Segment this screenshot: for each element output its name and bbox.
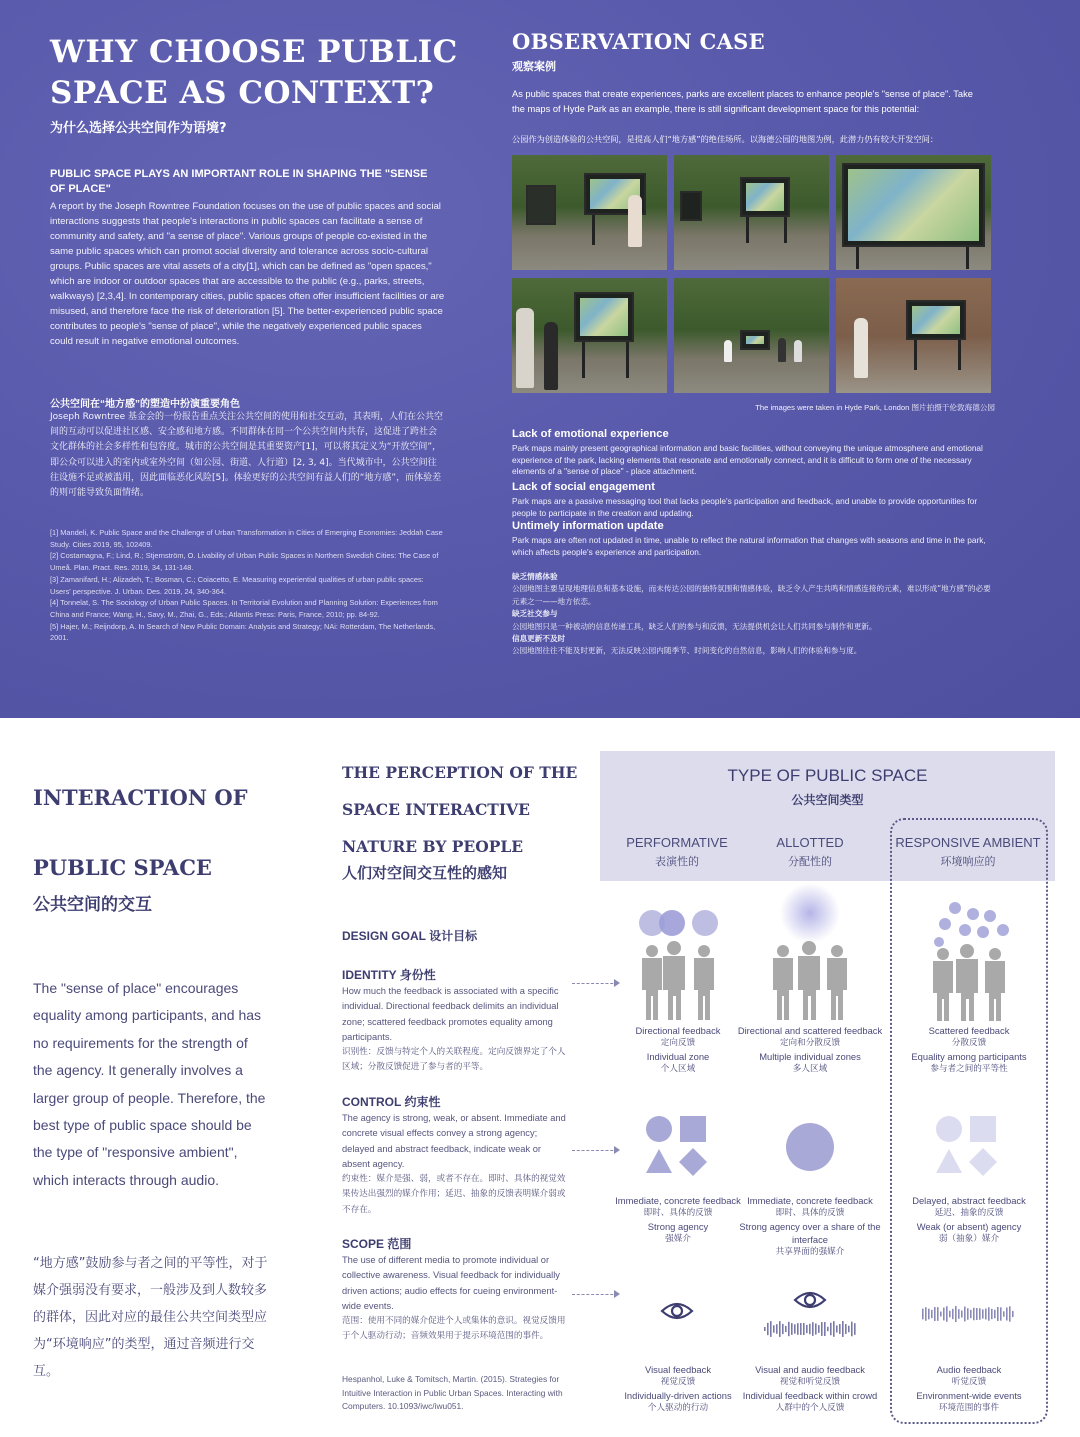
row2-caption-performative (603, 1194, 753, 1246)
caption-cn: 人群中的个人反馈 (775, 1403, 845, 1413)
why-cn-heading: 公共空间在“地方感”的塑造中扮演重要角色 (50, 399, 240, 410)
column-header-allotted (730, 835, 890, 869)
caption-cn: 视觉和听觉反馈 (779, 1377, 841, 1387)
caption-cn: 听觉反馈 (951, 1377, 987, 1387)
scope-body (342, 1253, 570, 1345)
type-title-cn: 公共空间类型 (791, 793, 864, 807)
caption-en: Weak (or absent) agency (916, 1221, 1022, 1232)
waveform-bar (988, 1307, 990, 1320)
caption-cn: 定向反馈 (660, 1038, 696, 1048)
identity-body-en: How much the feedback is associated with a specific individual. Directional feedback delimits an individual zone; scattered feedback promotes equality among participants. (342, 986, 559, 1042)
caption-cn: 定向和分散反馈 (779, 1038, 841, 1048)
waveform-bar (773, 1325, 775, 1332)
eye-icon (660, 1300, 694, 1322)
waveform-bar (1009, 1306, 1011, 1321)
waveform-bar (937, 1307, 939, 1321)
waveform-bar (967, 1308, 969, 1319)
dashed-arrow (572, 1150, 618, 1151)
waveform-bar (985, 1309, 987, 1320)
waveform-bar (827, 1327, 829, 1331)
perception-title-cn: 人们对空间交互性的感知 (342, 864, 508, 882)
row1-caption-responsive (894, 1024, 1044, 1076)
caption-en: Immediate, concrete feedback (747, 1195, 873, 1206)
waveform-bar (973, 1308, 975, 1320)
people-group-icon (765, 883, 860, 1021)
waveform-bar (991, 1309, 993, 1319)
observation-body-cn: 公园作为创造体验的公共空间，是提高人们“地方感”的绝佳场所。以海德公园的地图为例，此潜力仍有较大开发空间： (512, 134, 939, 144)
waveform-bar (979, 1308, 981, 1319)
column-header-en: ALLOTTED (776, 835, 844, 850)
caption-en: Delayed, abstract feedback (912, 1195, 1026, 1206)
interaction-title: INTERACTION OF PUBLIC SPACE (33, 785, 248, 880)
caption-en: Audio feedback (936, 1364, 1002, 1375)
waveform-bar (803, 1323, 805, 1335)
eye-icon (793, 1289, 827, 1311)
caption-cn: 即时、具体的反馈 (775, 1208, 845, 1218)
waveform-bar (854, 1323, 856, 1335)
top-panel (0, 0, 1080, 718)
waveform-bar (955, 1306, 957, 1322)
waveform-bar (943, 1308, 945, 1321)
waveform-bar (845, 1324, 847, 1334)
bottom-panel (0, 718, 1080, 1437)
waveform-bar (788, 1322, 790, 1336)
scope-heading: SCOPE 范围 (342, 1237, 412, 1251)
waveform-bar (830, 1323, 832, 1336)
waveform-bar (797, 1323, 799, 1335)
row2-caption-responsive (894, 1194, 1044, 1246)
waveform-bar (776, 1324, 778, 1334)
column-header-cn: 分配性的 (788, 855, 832, 868)
waveform-bar (949, 1311, 951, 1318)
caption-en: Strong agency (647, 1221, 709, 1232)
row3-caption-allotted (735, 1363, 885, 1415)
caption-en: Environment-wide events (916, 1390, 1022, 1401)
waveform-bar (794, 1324, 796, 1333)
caption-en: Visual feedback (644, 1364, 712, 1375)
waveform-bar (940, 1312, 942, 1317)
people-group-icon (630, 906, 725, 1021)
waveform-bar (1000, 1307, 1002, 1320)
caption-en: Immediate, concrete feedback (615, 1195, 741, 1206)
lack-social-body: Park maps are a passive messaging tool that lacks people's participation and feedback, and unable to provide opportunities for people to participate in the creation and updating. (512, 496, 978, 518)
caption-cn: 个人驱动的行动 (647, 1403, 709, 1413)
identity-body (342, 984, 570, 1076)
lack-cn-body: 公园地图只是一种被动的信息传递工具，缺乏人们的参与和反馈，无法提供机会让人们共同参与制作和更新。 (512, 621, 877, 631)
waveform-bar (812, 1322, 814, 1336)
waveform-bar (839, 1324, 841, 1334)
park-map-photo (836, 278, 991, 393)
interaction-title-cn: 公共空间的交互 (33, 895, 152, 915)
waveform-bar (928, 1309, 930, 1320)
design-goal-heading: DESIGN GOAL 设计目标 (342, 929, 478, 943)
waveform-bar (925, 1307, 927, 1321)
lack-emotional-heading: Lack of emotional experience (512, 428, 669, 440)
control-body (342, 1111, 570, 1218)
interaction-body-cn: “地方感”鼓励参与者之间的平等性，对于媒介强弱没有要求，一般涉及到人数较多的群体，因此对应的最佳公共空间类型应为“环境响应”的类型，通过音频进行交互。 (33, 1256, 268, 1379)
scope-body-cn: 范围：使用不同的媒介促进个人或集体的意识。视觉反馈用于个人驱动行动；音频效果用于提示环境范围的事件。 (342, 1316, 566, 1342)
waveform-bar (785, 1326, 787, 1332)
control-body-cn: 约束性：媒介是强、弱，或者不存在。即时、具体的视觉效果传达出强烈的媒介作用；延迟、抽象的反馈表明媒介弱或不存在。 (342, 1174, 566, 1215)
scope-body-en: The use of different media to promote individual or collective awareness. Visual feedback for individually driven actions; audio effects for cueing environment-wide events. (342, 1255, 560, 1311)
caption-cn: 视觉反馈 (660, 1377, 696, 1387)
caption-cn: 强媒介 (665, 1234, 691, 1244)
waveform-bar (764, 1327, 766, 1331)
column-header-en: PERFORMATIVE (626, 835, 728, 850)
audio-waveform-icon (920, 1303, 1015, 1325)
why-heading: PUBLIC SPACE PLAYS AN IMPORTANT ROLE IN SHAPING THE "SENSE OF PLACE" (50, 168, 428, 195)
lack-cn-heading: 缺乏情感体验 (512, 572, 558, 581)
waveform-bar (976, 1308, 978, 1320)
waveform-bar (994, 1310, 996, 1319)
waveform-bar (800, 1323, 802, 1335)
references (50, 527, 445, 644)
waveform-bar (842, 1321, 844, 1337)
waveform-bar (952, 1309, 954, 1319)
caption-en: Directional feedback (635, 1025, 721, 1036)
reference-item: [3] Zamanifard, H.; Alizadeh, T.; Bosman, C.; Coiacetto, E. Measuring experiential qualities of urban public spaces: Users' perspective. J. Urban. Des. 2019, 24, 340-364. (50, 574, 424, 596)
waveform-bar (946, 1306, 948, 1322)
waveform-bar (851, 1322, 853, 1337)
lack-cn-block (512, 571, 997, 658)
column-header-cn: 表演性的 (655, 855, 699, 868)
waveform-bar (821, 1322, 823, 1336)
caption-cn: 环境范围的事件 (938, 1403, 1000, 1413)
caption-cn: 延迟、抽象的反馈 (934, 1208, 1004, 1218)
waveform-bar (815, 1323, 817, 1334)
waveform-bar (931, 1310, 933, 1318)
control-body-en: The agency is strong, weak, or absent. Immediate and concrete visual effects convey a strong agency; delayed and abstract feedback, indicate weak or absent agency. (342, 1113, 566, 1169)
perception-title: THE PERCEPTION OF THE SPACE INTERACTIVE NATURE BY PEOPLE (342, 763, 578, 856)
waveform-bar (818, 1325, 820, 1333)
people-group-icon (925, 898, 1020, 1021)
waveform-bar (922, 1309, 924, 1320)
control-heading: CONTROL 约束性 (342, 1095, 441, 1109)
park-map-photo (674, 155, 829, 270)
why-body: A report by the Joseph Rowntree Foundation focuses on the use of public spaces and social interactions suggests that people's interactions in public spaces can facilitate a sense of community and safety, and "a sense of place". Various groups of people co-existed in the same public spaces which can promot social diversity and tolerance across socio-cultural groups. Public spaces are vital assets of a city[1], which can be defined as "open spaces," which are indoor or outdoor spaces that are accessible to the public (e.g., parks, streets, walkways) [2,3,4]. In contemporary cities, public spaces often offer insufficient facilities or are misused, and therefore face the risk of deterioration [5]. The better-experienced public space contributes to people's "sense of place", while the negatively experienced public spaces could result in negative emotional outcomes. (50, 201, 445, 347)
photo-caption: The images were taken in Hyde Park, London 图片拍摄于伦敦海德公园 (755, 403, 995, 412)
row1-caption-allotted (735, 1024, 885, 1076)
park-map-photo (836, 155, 991, 270)
waveform-bar (809, 1324, 811, 1334)
lack-emotional-body: Park maps mainly present geographical information and basic facilities, without conveying the unique atmosphere and emotional experience of the park, lacking elements that resonate and emotionally connect, and it is difficult to form one of the necessary elements of a "sense of place" - place attachment. (512, 443, 983, 476)
circle-shape-icon (785, 1122, 835, 1172)
lack-cn-body: 公园地图主要呈现地理信息和基本设施，而未传达公园的独特氛围和情感体验，缺乏令人产生共鸣和情感连接的元素，难以形成“地方感”的必要元素之一——地方依恋。 (512, 584, 991, 606)
row2-caption-allotted (735, 1194, 885, 1259)
reference-item: [5] Hajer, M.; Reijndorp, A. In Search of New Public Domain: Analysis and Strategy; NAi: Rotterdam, The Netherlands, 2001. (50, 621, 436, 643)
caption-en: Scattered feedback (928, 1025, 1010, 1036)
park-map-photo (512, 278, 667, 393)
waveform-bar (961, 1310, 963, 1317)
caption-cn: 参与者之间的平等性 (930, 1064, 1008, 1074)
geometric-shapes-icon (935, 1115, 1000, 1177)
waveform-bar (958, 1309, 960, 1319)
caption-en: Equality among participants (911, 1051, 1027, 1062)
observation-title: OBSERVATION CASE (512, 29, 765, 54)
waveform-bar (1006, 1307, 1008, 1320)
caption-en: Directional and scattered feedback (737, 1025, 883, 1036)
waveform-bar (770, 1321, 772, 1337)
caption-en: Strong agency over a share of the interface (739, 1221, 881, 1245)
waveform-bar (824, 1322, 826, 1336)
caption-en: Multiple individual zones (759, 1051, 861, 1062)
why-title-cn: 为什么选择公共空间作为语境? (50, 121, 227, 136)
caption-cn: 分散反馈 (951, 1038, 987, 1048)
audio-waveform-icon (762, 1318, 857, 1340)
why-title: WHY CHOOSE PUBLIC SPACE AS CONTEXT? (50, 34, 458, 111)
column-header-en: RESPONSIVE AMBIENT (895, 835, 1041, 850)
untimely-update-body: Park maps are often not updated in time, unable to reflect the natural information that changes with seasons and time in the park, which affects people's experience and participation. (512, 535, 986, 557)
identity-body-cn: 识别性：反馈与特定个人的关联程度。定向反馈界定了个人区域；分散反馈促进了参与者的平等。 (342, 1047, 566, 1073)
column-header-cn: 环境响应的 (940, 855, 996, 868)
geometric-shapes-icon (645, 1115, 710, 1177)
untimely-update-heading: Untimely information update (512, 520, 664, 532)
row1-caption-performative (603, 1024, 753, 1076)
waveform-bar (982, 1309, 984, 1318)
waveform-bar (836, 1325, 838, 1332)
waveform-bar (791, 1323, 793, 1335)
reference-item: [4] Tonnelat, S. The Sociology of Urban Public Spaces. In Territorial Evolution and Planning Solution: Experiences from China and France; Wang, H., Savy, M., Zhai, G., Eds.; Atlantis Press: Paris, France, 2010; pp. 84-92. (50, 598, 438, 619)
waveform-bar (848, 1326, 850, 1333)
bottom-reference: Hespanhol, Luke & Tomitsch, Martin. (2015). Strategies for Intuitive Interaction in Public Urban Spaces. Interacting with Computers. 10.1093/iwc/iwu051. (342, 1374, 563, 1411)
caption-cn: 即时、具体的反馈 (643, 1208, 713, 1218)
row3-caption-performative (603, 1363, 753, 1415)
observation-body: As public spaces that create experiences, parks are excellent places to enhance people's "sense of place". Take the maps of Hyde Park as an example, there is still significant development space for this potential: (512, 89, 973, 115)
dashed-arrow (572, 983, 618, 984)
type-title: TYPE OF PUBLIC SPACE (727, 766, 928, 785)
waveform-bar (970, 1310, 972, 1318)
caption-en: Individually-driven actions (624, 1390, 732, 1401)
interaction-body: The "sense of place" encourages equality among participants, and has no requirements for the strength of the agency. It generally involves a larger group of people. Therefore, the best type of public space should be the type of "responsive ambient", which interacts through audio. (33, 980, 266, 1188)
caption-en: Visual and audio feedback (755, 1364, 865, 1375)
caption-cn: 弱（抽象）媒介 (938, 1234, 1000, 1244)
waveform-bar (1012, 1311, 1014, 1317)
caption-cn: 多人区域 (792, 1064, 828, 1074)
why-cn-body: Joseph Rowntree 基金会的一份报告重点关注公共空间的使用和社交互动，其表明，人们在公共空间的互动可以促进社区感、安全感和地方感。不同群体在同一个公共空间内共存，这促进了跨社会文化群体的社会多样性和包容度。城市的公共空间是其重要资产[1]，可以将其定义为“开放空间”，即公众可以进入的室内或室外空间（如公园、街道、人行道）[2, 3, 4]。当代城市中，公共空间往往设施不足或被滥用，因此面临恶化风险[5]。体验更好的公共空间有益人们的“地方感”，而体验差的则可能导致负面情绪。 (50, 412, 444, 499)
waveform-bar (1003, 1311, 1005, 1316)
waveform-bar (806, 1325, 808, 1333)
dashed-arrow (572, 1294, 618, 1295)
waveform-bar (782, 1324, 784, 1334)
waveform-bar (997, 1307, 999, 1321)
observation-title-cn: 观察案例 (512, 60, 556, 73)
caption-en: Individual feedback within crowd (742, 1390, 878, 1401)
caption-cn: 共享界面的强媒介 (775, 1247, 845, 1257)
identity-heading: IDENTITY 身份性 (342, 968, 436, 982)
lack-social-heading: Lack of social engagement (512, 481, 655, 493)
lack-cn-heading: 信息更新不及时 (512, 634, 566, 644)
reference-item: [2] Costamagna, F.; Lind, R.; Stjernström, O. Livability of Urban Public Spaces in Northern Swedish Cities: The Case of Umeå. Plan. Pract. Res. 2019, 34, 131-148. (50, 551, 439, 573)
waveform-bar (779, 1321, 781, 1337)
row3-caption-responsive (894, 1363, 1044, 1415)
caption-en: Individual zone (646, 1051, 710, 1062)
waveform-bar (964, 1307, 966, 1322)
park-map-photo (674, 278, 829, 393)
caption-cn: 个人区域 (660, 1064, 696, 1074)
reference-item: [1] Mandeli, K. Public Space and the Challenge of Urban Transformation in Cities of Emerging Economies: Jeddah Case Study. Cities 2019, 95, 102409. (50, 528, 443, 549)
lack-cn-body: 公园地图往往不能及时更新，无法反映公园内随季节、时间变化的自然信息，影响人们的体验和参与度。 (512, 646, 862, 656)
waveform-bar (767, 1323, 769, 1335)
waveform-bar (934, 1307, 936, 1321)
park-map-photo (512, 155, 667, 270)
waveform-bar (833, 1321, 835, 1337)
lack-cn-heading: 缺乏社交参与 (512, 609, 558, 619)
